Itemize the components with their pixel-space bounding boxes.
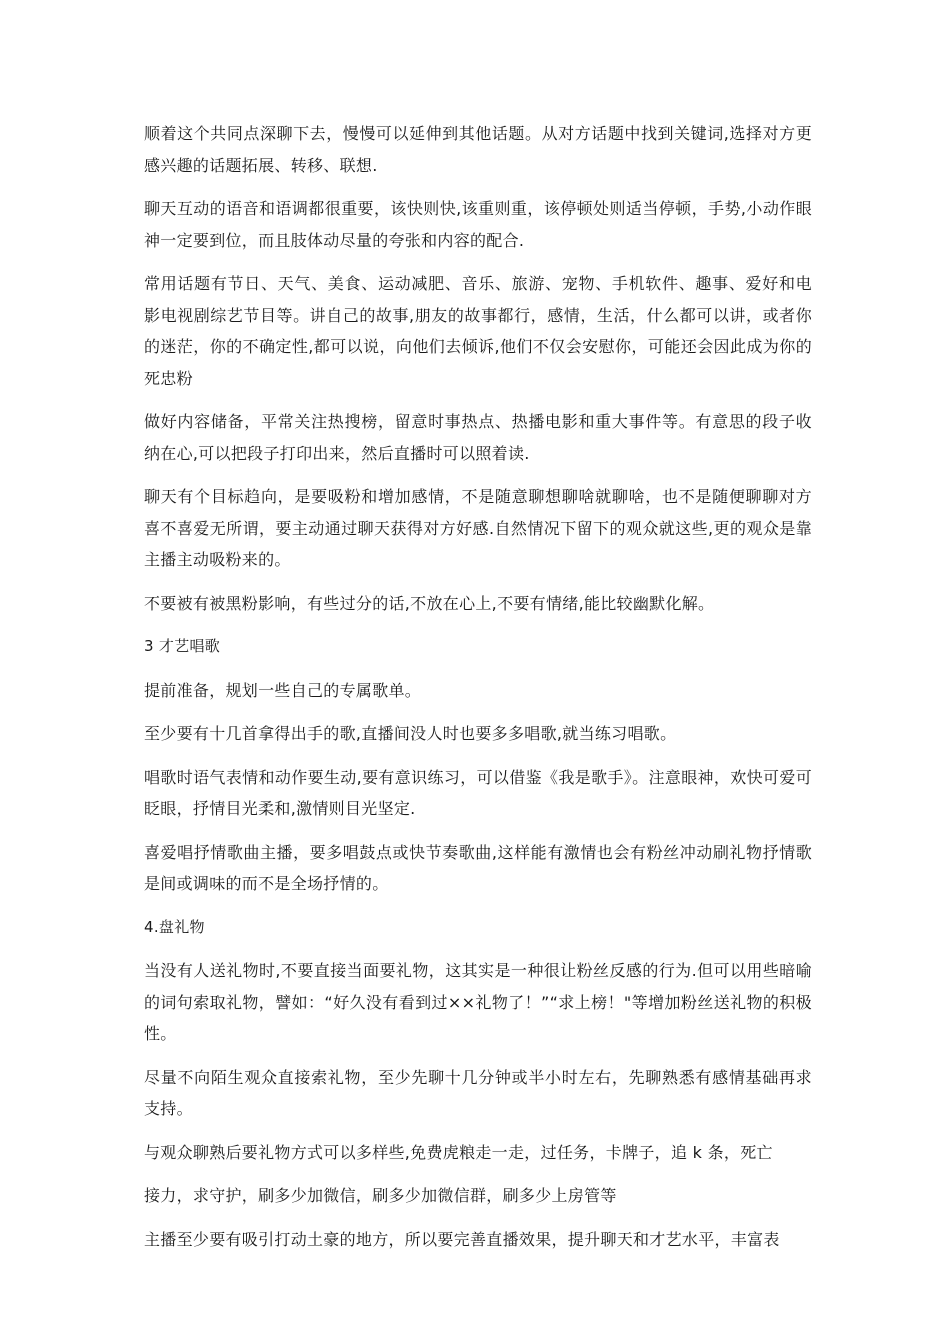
paragraph-song-style: 喜爱唱抒情歌曲主播，要多唱鼓点或快节奏歌曲,这样能有激情也会有粉丝冲动刷礼物抒情歌是间或调味的而不是全场抒情的。	[144, 842, 812, 893]
paragraph-song-practice: 至少要有十几首拿得出手的歌,直播间没人时也要多多唱歌,就当练习唱歌。	[144, 724, 677, 743]
paragraph-gift-relay: 接力，求守护，刷多少加微信，刷多少加微信群，刷多少上房管等	[144, 1186, 617, 1205]
paragraph-song-list: 提前准备，规划一些自己的专属歌单。	[144, 680, 422, 700]
section-heading-singing: 3 才艺唱歌	[144, 637, 221, 655]
section-heading-gifts: 4.盘礼物	[144, 917, 205, 936]
paragraph-haters: 不要被有被黑粉影响，有些过分的话,不放在心上,不要有情绪,能比较幽默化解。	[144, 593, 715, 613]
document-body	[144, 118, 812, 1267]
paragraph-voice-tone: 聊天互动的语音和语调都很重要，该快则快,该重则重，该停顿处则适当停顿，手势,小动作眼神一定要到位，而且肢体动尽量的夸张和内容的配合.	[144, 199, 812, 250]
paragraph-gift-methods: 与观众聊熟后要礼物方式可以多样些,免费虎粮走一走，过任务，卡牌子，追 k 条，死亡	[144, 1142, 773, 1162]
paragraph-gift-hints: 当没有人送礼物时,不要直接当面要礼物，这其实是一种很让粉丝反感的行为.但可以用些暗喻的词句索取礼物，譬如：“好久没有看到过××礼物了！”“求上榜！"等增加粉丝送礼物的积极性。	[144, 961, 812, 1043]
paragraph-gift-strangers: 尽量不向陌生观众直接索礼物，至少先聊十几分钟或半小时左右，先聊熟悉有感情基础再求支持。	[144, 1067, 812, 1118]
paragraph-common-topics: 常用话题有节日、天气、美食、运动减肥、音乐、旅游、宠物、手机软件、趣事、爱好和电影电视剧综艺节目等。讲自己的故事,朋友的故事都行，感情，生活，什么都可以讲，或者你的迷茫，你的不确定性,都可以说，向他们去倾诉,他们不仅会安慰你，可能还会因此成为你的死忠粉	[144, 274, 812, 388]
paragraph-attract-big-spenders: 主播至少要有吸引打动土豪的地方，所以要完善直播效果，提升聊天和才艺水平，丰富表	[144, 1229, 780, 1249]
paragraph-topic-extension: 顺着这个共同点深聊下去，慢慢可以延伸到其他话题。从对方话题中找到关键词,选择对方更感兴趣的话题拓展、转移、联想.	[144, 124, 812, 175]
paragraph-content-reserve: 做好内容储备，平常关注热搜榜，留意时事热点、热播电影和重大事件等。有意思的段子收纳在心,可以把段子打印出来，然后直播时可以照着读.	[144, 412, 812, 463]
paragraph-chat-goal: 聊天有个目标趋向，是要吸粉和增加感情，不是随意聊想聊啥就聊啥，也不是随便聊聊对方喜不喜爱无所谓，要主动通过聊天获得对方好感.自然情况下留下的观众就这些,更的观众是靠主播主动吸粉来的。	[144, 487, 812, 569]
paragraph-singing-expression: 唱歌时语气表情和动作要生动,要有意识练习，可以借鉴《我是歌手》。注意眼神，欢快可爱可眨眼，抒情目光柔和,激情则目光坚定.	[144, 767, 812, 818]
